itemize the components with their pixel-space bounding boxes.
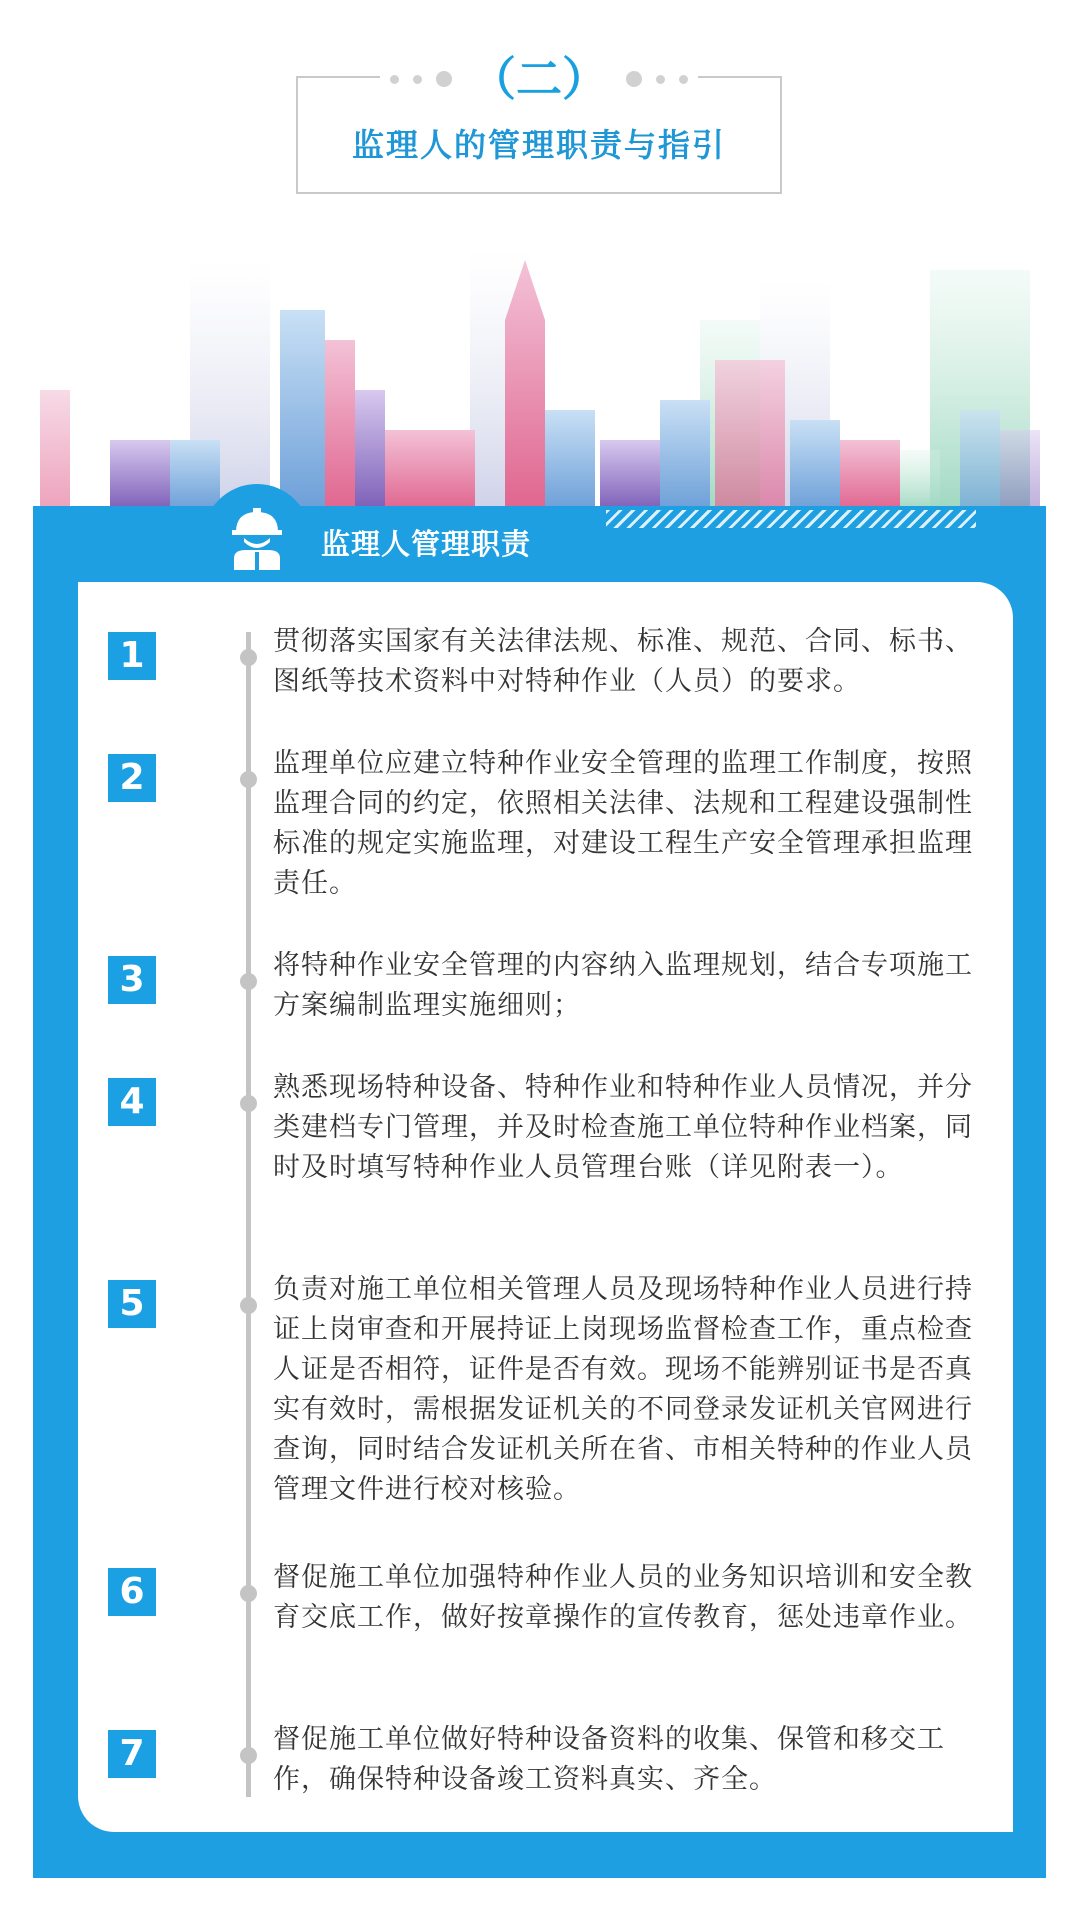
timeline-dot [240, 1297, 257, 1314]
deco-dot-icon [656, 75, 665, 84]
timeline-dot [240, 649, 257, 666]
item-text: 督促施工单位加强特种作业人员的业务知识培训和安全教育交底工作，做好按章操作的宣传教育，惩处违章作业。 [273, 1562, 973, 1633]
item-number-badge: 2 [108, 754, 156, 802]
item-text: 将特种作业安全管理的内容纳入监理规划，结合专项施工方案编制监理实施细则； [273, 950, 973, 1021]
item-number-badge: 6 [108, 1568, 156, 1616]
worker-helmet-icon [226, 506, 288, 570]
timeline-dot [240, 1585, 257, 1602]
header-border-left [298, 76, 382, 78]
item-text: 督促施工单位做好特种设备资料的收集、保管和移交工作，确保特种设备竣工资料真实、齐全。 [273, 1724, 945, 1795]
item-text: 熟悉现场特种设备、特种作业和特种作业人员情况，并分类建档专门管理，并及时检查施工单位特种作业档案，同时及时填写特种作业人员管理台账（详见附表一）。 [273, 1072, 973, 1183]
item-number-badge: 1 [108, 632, 156, 680]
panel-title: 监理人管理职责 [321, 527, 532, 561]
item-text: 监理单位应建立特种作业安全管理的监理工作制度，按照监理合同的约定，依照相关法律、法规和工程建设强制性标准的规定实施监理，对建设工程生产安全管理承担监理责任。 [273, 748, 973, 899]
header-border-right [696, 76, 780, 78]
page-title: 监理人的管理职责与指引 [351, 126, 726, 164]
deco-dot-icon [626, 71, 642, 87]
item-number-badge: 5 [108, 1280, 156, 1328]
deco-dot-icon [679, 75, 688, 84]
timeline-dot [240, 1747, 257, 1764]
duties-card [78, 582, 1013, 1832]
timeline-line [246, 632, 251, 1797]
duties-panel [33, 506, 1046, 1878]
header-decoration [380, 52, 698, 106]
item-text: 负责对施工单位相关管理人员及现场特种作业人员进行持证上岗审查和开展持证上岗现场监督检查工作，重点检查人证是否相符，证件是否有效。现场不能辨别证书是否真实有效时，需根据发证机关的不同登录发证机关官网进行查询，同时结合发证机关所在省、市相关特种的作业人员管理文件进行校对核验。 [273, 1274, 973, 1505]
item-text: 贯彻落实国家有关法律法规、标准、规范、合同、标书、图纸等技术资料中对特种作业（人员）的要求。 [273, 626, 973, 697]
timeline-dot [240, 771, 257, 788]
deco-dot-icon [436, 71, 452, 87]
deco-dot-icon [390, 75, 399, 84]
city-skyline-illustration [0, 240, 1080, 510]
decorative-stripes [606, 510, 976, 528]
section-number: （二） [470, 52, 608, 106]
item-number-badge: 4 [108, 1078, 156, 1126]
timeline-dot [240, 1095, 257, 1112]
section-header [296, 52, 782, 194]
item-number-badge: 7 [108, 1730, 156, 1778]
deco-dot-icon [413, 75, 422, 84]
item-number-badge: 3 [108, 956, 156, 1004]
timeline-dot [240, 973, 257, 990]
avatar [203, 484, 311, 592]
